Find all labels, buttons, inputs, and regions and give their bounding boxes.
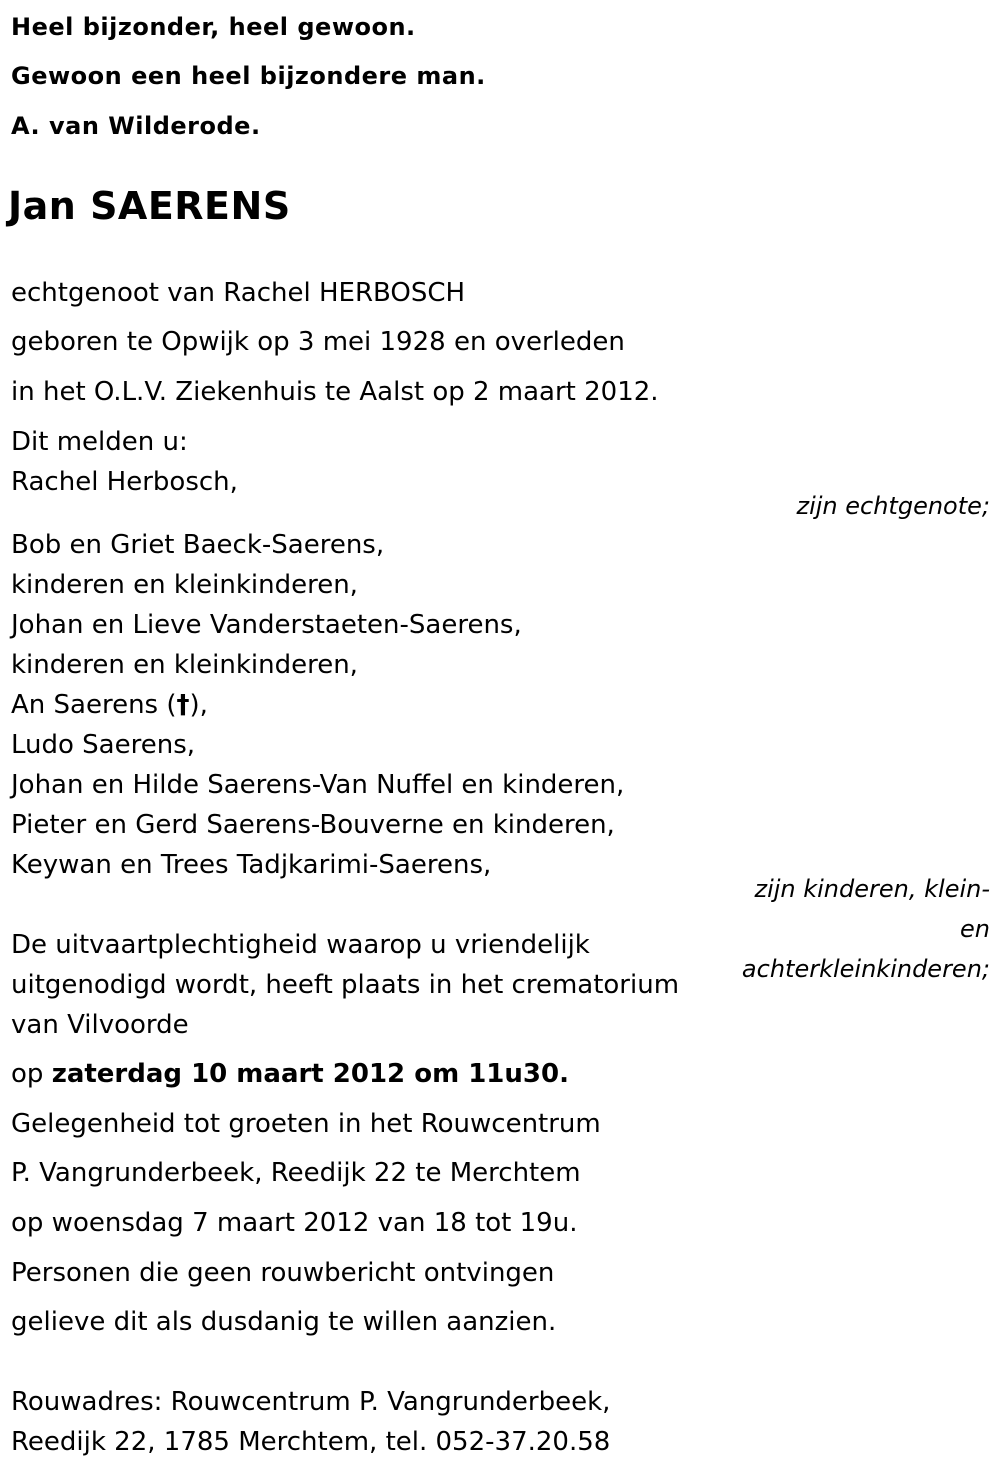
cross-icon: †	[176, 690, 190, 720]
died-line: in het O.L.V. Ziekenhuis te Aalst op 2 maart 2012.	[11, 377, 659, 407]
motto-author: A. van Wilderode.	[11, 112, 261, 140]
motto-line-1: Heel bijzonder, heel gewoon.	[11, 13, 416, 41]
child-line: Bob en Griet Baeck-Saerens,	[11, 530, 385, 560]
born-line: geboren te Opwijk op 3 mei 1928 en overleden	[11, 327, 625, 357]
ceremony-line: uitgenodigd wordt, heeft plaats in het crematorium	[11, 970, 680, 1000]
child-line: Ludo Saerens,	[11, 730, 196, 760]
ceremony-date-bold: zaterdag 10 maart 2012 om 11u30.	[51, 1059, 569, 1089]
deceased-child-name: An Saerens (	[11, 690, 177, 720]
children-role-2: en	[960, 915, 990, 943]
deceased-child-suffix: ),	[189, 690, 208, 720]
motto-line-2: Gewoon een heel bijzondere man.	[11, 62, 486, 90]
child-line: kinderen en kleinkinderen,	[11, 650, 358, 680]
child-line: Pieter en Gerd Saerens-Bouverne en kinderen,	[11, 810, 615, 840]
ceremony-line: van Vilvoorde	[11, 1010, 189, 1040]
child-line: Johan en Hilde Saerens-Van Nuffel en kinderen,	[11, 770, 625, 800]
children-role-3: achterkleinkinderen;	[741, 955, 990, 983]
visitation-line: Gelegenheid tot groeten in het Rouwcentrum	[11, 1109, 601, 1139]
announce-spouse: Rachel Herbosch,	[11, 467, 238, 497]
visitation-line: op woensdag 7 maart 2012 van 18 tot 19u.	[11, 1208, 578, 1238]
deceased-name: Jan SAERENS	[8, 184, 291, 228]
child-line: Johan en Lieve Vanderstaeten-Saerens,	[11, 610, 522, 640]
ceremony-date	[11, 1059, 569, 1089]
announce-intro: Dit melden u:	[11, 427, 188, 457]
children-role-1: zijn kinderen, klein-	[754, 875, 990, 903]
deceased-child-line	[11, 690, 208, 720]
child-line: Keywan en Trees Tadjkarimi-Saerens,	[11, 850, 492, 880]
notice-line: Personen die geen rouwbericht ontvingen	[11, 1258, 555, 1288]
child-line: kinderen en kleinkinderen,	[11, 570, 358, 600]
visitation-line: P. Vangrunderbeek, Reedijk 22 te Merchtem	[11, 1158, 581, 1188]
spouse-role: zijn echtgenote;	[796, 492, 990, 520]
notice-line: gelieve dit als dusdanig te willen aanzien.	[11, 1307, 557, 1337]
address-line: Rouwadres: Rouwcentrum P. Vangrunderbeek,	[11, 1387, 611, 1417]
ceremony-date-prefix: op	[11, 1059, 52, 1089]
spouse-line: echtgenoot van Rachel HERBOSCH	[11, 278, 466, 308]
address-line: Reedijk 22, 1785 Merchtem, tel. 052-37.20.58	[11, 1427, 611, 1457]
ceremony-line: De uitvaartplechtigheid waarop u vriendelijk	[11, 930, 590, 960]
